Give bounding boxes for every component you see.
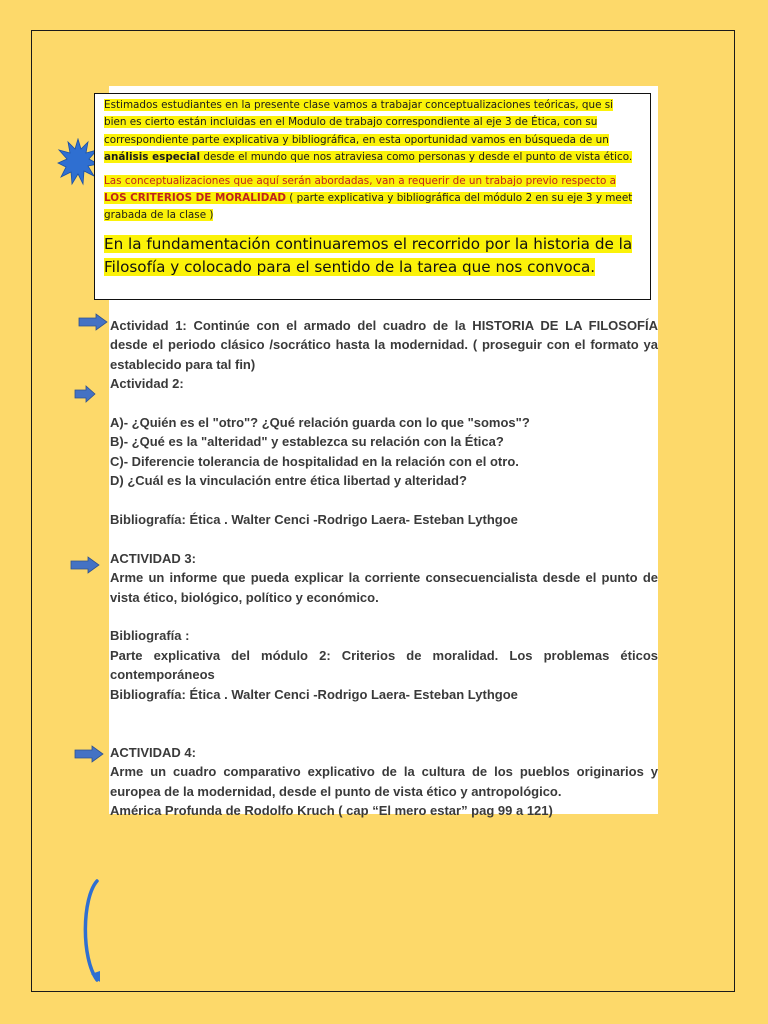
activity-3-bibliography-label: Bibliografía : [110, 628, 190, 644]
arrow-right-icon [70, 556, 100, 574]
intro-paragraph-3: En la fundamentación continuaremos el recorrido por la historia de la Filosofía y colocado para el sentido de la tarea que nos convoca. [104, 234, 633, 276]
activity-2-title: Actividad 2: [110, 376, 184, 392]
activity-4-text: Arme un cuadro comparativo explicativo de la cultura de los pueblos originarios y europea de la modernidad, desde el punto de vista ético y antropológico. [110, 764, 658, 799]
question-a: A)- ¿Quién es el "otro"? ¿Qué relación guarda con lo que "somos"? [110, 415, 530, 431]
activities-content [110, 316, 658, 820]
activity-3-bibliography-1: Parte explicativa del módulo 2: Criterios de moralidad. Los problemas éticos contemporáneos [110, 647, 658, 683]
question-d: D) ¿Cuál es la vinculación entre ética libertad y alteridad? [110, 473, 467, 489]
activity-3-title: ACTIVIDAD 3: [110, 550, 196, 566]
activity-4-reference: América Profunda de Rodolfo Kruch ( cap “El mero estar” pag 99 a 121) [110, 803, 553, 819]
arrow-right-icon [74, 385, 96, 403]
activity-3-bibliography-2: Bibliografía: Ética . Walter Cenci -Rodrigo Laera- Esteban Lythgoe [110, 686, 518, 702]
activity-1-text: Actividad 1: Continúe con el armado del cuadro de la HISTORIA DE LA FILOSOFÍA desde el periodo clásico /socrático hasta la modernidad. ( proseguir con el formato ya establecido para tal fin) [110, 318, 658, 372]
question-c: C)- Diferencie tolerancia de hospitalidad en la relación con el otro. [110, 453, 519, 469]
bracket-icon [78, 878, 102, 984]
arrow-right-icon [74, 745, 104, 763]
arrow-right-icon [78, 313, 108, 331]
activity-2-bibliography: Bibliografía: Ética . Walter Cenci -Rodrigo Laera- Esteban Lythgoe [110, 512, 518, 528]
intro-paragraph-1: Estimados estudiantes en la presente clase vamos a trabajar conceptualizaciones teóricas, que si bien es cierto están incluidas en el Modulo de trabajo correspondiente al eje 3 de Ética, con su correspondiente parte explicativa y bibliográfica, en esta oportunidad vamos en búsqueda de un análisis especial desde el mundo que nos atraviesa como personas y desde el punto de vista ético. [104, 99, 633, 164]
star-burst-icon [57, 138, 99, 186]
activity-3-text: Arme un informe que pueda explicar la corriente consecuencialista desde el punto de vista ético, biológico, político y económico. [110, 570, 658, 605]
activity-4-title: ACTIVIDAD 4: [110, 744, 196, 760]
intro-box [94, 93, 651, 300]
question-b: B)- ¿Qué es la "alteridad" y establezca su relación con la Ética? [110, 434, 504, 450]
intro-paragraph-2: Las conceptualizaciones que aquí serán abordadas, van a requerir de un trabajo previo respecto a LOS CRITERIOS DE MORALIDAD ( parte explicativa y bibliográfica del módulo 2 en su eje 3 y meet grabada de la clase ) [104, 174, 633, 222]
